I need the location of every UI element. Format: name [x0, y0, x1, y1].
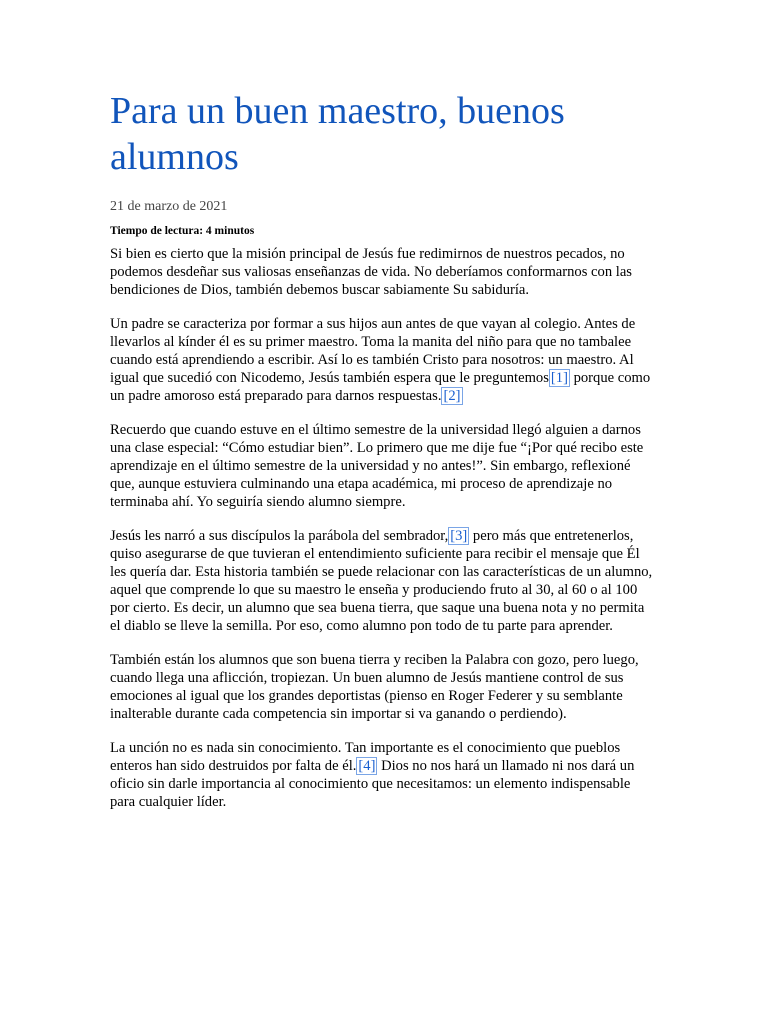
footnote-link-1[interactable]: [1] — [550, 370, 568, 386]
paragraph-3: Recuerdo que cuando estuve en el último semestre de la universidad llegó alguien a darnos una clase especial: “Cómo estudiar bien”. Lo primero que me dije fue “¡Por qué recibo este aprendizaje en el último semestre de la universidad y no antes!”. Sin embargo, reflexioné que, aunque estuviera culminando una etapa académica, mi proceso de aprendizaje no terminaba ahí. Yo seguiría siendo alumno siempre. — [110, 422, 644, 510]
paragraph-5: También están los alumnos que son buena tierra y reciben la Palabra con gozo, pero luego, cuando llega una aflicción, tropiezan. Un buen alumno de Jesús mantiene control de sus emociones al igual que los grandes deportistas (pienso en Roger Federer y su semblante inalterable durante cada competencia sin importar si va ganando o perdiendo). — [110, 652, 639, 722]
paragraph-1: Si bien es cierto que la misión principal de Jesús fue redimirnos de nuestros pecados, no podemos desdeñar sus valiosas enseñanzas de vida. No deberíamos conformarnos con las bendiciones de Dios, también debemos buscar sabiamente Su sabiduría. — [110, 246, 632, 298]
paragraph-4-text-a: Jesús les narró a sus discípulos la parábola del sembrador, — [110, 528, 449, 544]
paragraph-2-text-b: porque como un padre amoroso está preparado para darnos respuestas. — [110, 370, 651, 404]
paragraph-6-text-b: Dios no nos hará un llamado ni nos dará un oficio sin darle importancia al conocimiento que necesitamos: un elemento indispensable para cualquier líder. — [110, 758, 635, 810]
paragraph-2-text-a: Un padre se caracteriza por formar a sus hijos aun antes de que vayan al colegio. Antes de llevarlos al kínder él es su primer maestro. Toma la manita del niño para que no tambalee cuando está aprendiendo a escribir. Así lo es también Cristo para nosotros: un maestro. Al igual que sucedió con Nicodemo, Jesús también espera que le preguntemos — [110, 316, 636, 386]
article — [110, 88, 658, 827]
article-date: 21 de marzo de 2021 — [110, 199, 228, 214]
footnote-link-4[interactable]: [4] — [358, 758, 376, 774]
paragraph-6 — [110, 739, 658, 811]
paragraph-6-text-a: La unción no es nada sin conocimiento. Tan importante es el conocimiento que pueblos enteros han sido destruidos por falta de él. — [110, 740, 621, 774]
footnote-link-3[interactable]: [3] — [450, 528, 468, 544]
paragraph-2 — [110, 315, 658, 405]
article-title: Para un buen maestro, buenos alumnos — [110, 90, 565, 178]
reading-time: Tiempo de lectura: 4 minutos — [110, 225, 255, 237]
footnote-link-2[interactable]: [2] — [443, 388, 461, 404]
paragraph-4-text-b: pero más que entretenerlos, quiso asegurarse de que tuvieran el entendimiento suficiente para recibir el mensaje que Él les quería dar. Esta historia también se puede relacionar con las características de un alumno, aquel que comprende lo que su maestro le enseña y produciendo fruto al 30, al 60 o al 100 por cierto. Es decir, un alumno que sea buena tierra, que saque una buena nota y no permita el diablo se lleve la semilla. Por eso, como alumno pon todo de tu parte para aprender. — [110, 528, 653, 634]
paragraph-4 — [110, 527, 658, 635]
